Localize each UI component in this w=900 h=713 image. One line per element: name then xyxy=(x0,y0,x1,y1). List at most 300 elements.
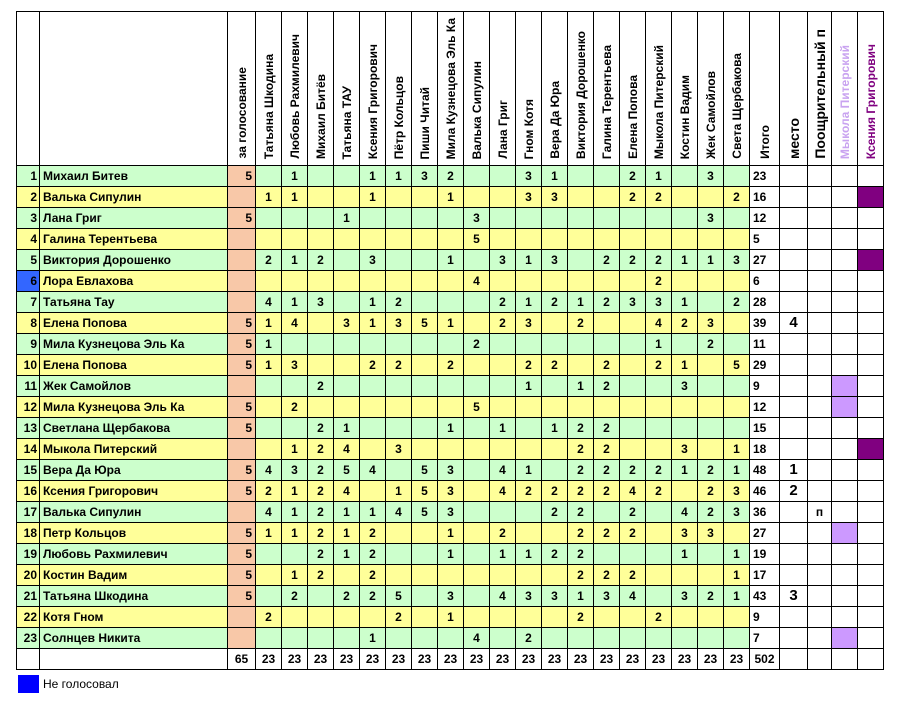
row-number: 15 xyxy=(17,460,40,481)
vote-cell: 3 xyxy=(516,586,542,607)
vote-cell xyxy=(360,208,386,229)
vote-cell xyxy=(542,523,568,544)
totals-num xyxy=(17,649,40,670)
vote-cell xyxy=(438,376,464,397)
vote-cell xyxy=(672,187,698,208)
golos-cell: 5 xyxy=(228,544,256,565)
extra1-cell xyxy=(832,355,858,376)
totals-name xyxy=(40,649,228,670)
vote-cell xyxy=(464,439,490,460)
vote-cell xyxy=(256,229,282,250)
row-number: 20 xyxy=(17,565,40,586)
vote-cell: 3 xyxy=(438,460,464,481)
vote-cell: 5 xyxy=(386,586,412,607)
vote-cell: 2 xyxy=(646,481,672,502)
vote-cell: 4 xyxy=(620,481,646,502)
extra1-cell xyxy=(832,187,858,208)
golos-cell xyxy=(228,292,256,313)
table-row xyxy=(17,565,884,586)
vote-cell: 1 xyxy=(334,544,360,565)
voter-label: Вера Да Юра xyxy=(547,81,562,159)
vote-cell xyxy=(620,355,646,376)
extra2-cell xyxy=(858,523,884,544)
vote-cell: 4 xyxy=(386,502,412,523)
vote-cell: 2 xyxy=(646,607,672,628)
vote-cell: 3 xyxy=(386,439,412,460)
vote-cell: 5 xyxy=(412,502,438,523)
row-number: 17 xyxy=(17,502,40,523)
vote-cell xyxy=(646,586,672,607)
vote-cell xyxy=(516,418,542,439)
vote-cell xyxy=(620,271,646,292)
vote-cell xyxy=(490,502,516,523)
vote-cell xyxy=(334,355,360,376)
vote-cell xyxy=(698,439,724,460)
vote-cell xyxy=(386,460,412,481)
vote-cell xyxy=(594,229,620,250)
participant-name: Татьяна Шкодина xyxy=(40,586,228,607)
vote-cell xyxy=(620,313,646,334)
vote-cell: 2 xyxy=(308,376,334,397)
vote-cell: 2 xyxy=(308,460,334,481)
vote-cell xyxy=(308,334,334,355)
vote-cell xyxy=(360,397,386,418)
vote-cell xyxy=(464,376,490,397)
vote-cell: 2 xyxy=(308,439,334,460)
vote-cell: 2 xyxy=(672,313,698,334)
vote-cell xyxy=(620,208,646,229)
participant-name: Котя Гном xyxy=(40,607,228,628)
vote-cell: 2 xyxy=(620,250,646,271)
vote-cell xyxy=(542,628,568,649)
totals-vote: 23 xyxy=(464,649,490,670)
vote-cell: 3 xyxy=(308,292,334,313)
vote-cell: 5 xyxy=(464,229,490,250)
vote-cell xyxy=(308,166,334,187)
vote-cell xyxy=(334,397,360,418)
vote-cell xyxy=(698,418,724,439)
poosh-cell xyxy=(808,187,832,208)
participant-name: Елена Попова xyxy=(40,313,228,334)
vote-cell: 2 xyxy=(386,607,412,628)
vote-cell xyxy=(646,418,672,439)
extra2-cell xyxy=(858,502,884,523)
vote-cell xyxy=(464,544,490,565)
vote-cell: 1 xyxy=(282,187,308,208)
vote-cell xyxy=(646,439,672,460)
vote-cell xyxy=(672,481,698,502)
itogo-cell: 9 xyxy=(750,376,780,397)
table-row xyxy=(17,355,884,376)
vote-cell xyxy=(308,208,334,229)
extra2-cell xyxy=(858,355,884,376)
voter-label: Лана Григ xyxy=(495,100,510,159)
mesto-cell xyxy=(780,439,808,460)
itogo-cell: 27 xyxy=(750,250,780,271)
vote-cell: 1 xyxy=(360,313,386,334)
vote-cell: 2 xyxy=(698,334,724,355)
vote-cell: 2 xyxy=(724,292,750,313)
vote-cell xyxy=(282,418,308,439)
vote-cell xyxy=(542,460,568,481)
vote-cell: 1 xyxy=(256,187,282,208)
golos-cell xyxy=(228,607,256,628)
vote-cell xyxy=(386,418,412,439)
vote-cell: 4 xyxy=(672,502,698,523)
totals-vote: 23 xyxy=(672,649,698,670)
table-row xyxy=(17,502,884,523)
header-voter xyxy=(698,12,724,166)
poosh-cell: п xyxy=(808,502,832,523)
vote-cell: 2 xyxy=(568,439,594,460)
vote-cell xyxy=(412,565,438,586)
header-voter xyxy=(568,12,594,166)
poosh-cell xyxy=(808,166,832,187)
mesto-cell xyxy=(780,565,808,586)
header-voter xyxy=(256,12,282,166)
totals-vote: 23 xyxy=(282,649,308,670)
vote-cell xyxy=(256,208,282,229)
vote-cell xyxy=(256,166,282,187)
poosh-cell xyxy=(808,271,832,292)
row-number: 16 xyxy=(17,481,40,502)
vote-cell: 1 xyxy=(386,481,412,502)
vote-cell: 2 xyxy=(542,544,568,565)
itogo-cell: 43 xyxy=(750,586,780,607)
vote-cell xyxy=(438,628,464,649)
header-voter xyxy=(334,12,360,166)
poosh-cell xyxy=(808,418,832,439)
extra1-cell xyxy=(832,607,858,628)
vote-cell: 2 xyxy=(620,502,646,523)
vote-cell: 5 xyxy=(412,481,438,502)
vote-cell xyxy=(724,376,750,397)
vote-cell: 2 xyxy=(620,187,646,208)
vote-cell xyxy=(334,607,360,628)
vote-cell: 4 xyxy=(334,481,360,502)
vote-cell: 1 xyxy=(438,523,464,544)
vote-cell: 5 xyxy=(334,460,360,481)
vote-cell: 2 xyxy=(360,586,386,607)
extra2-cell xyxy=(858,229,884,250)
voter-label: Валька Сипулин xyxy=(469,60,484,159)
vote-cell: 3 xyxy=(282,355,308,376)
vote-cell: 1 xyxy=(672,355,698,376)
vote-cell xyxy=(542,334,568,355)
poosh-cell xyxy=(808,481,832,502)
itogo-cell: 12 xyxy=(750,208,780,229)
mesto-cell: 2 xyxy=(780,481,808,502)
vote-cell xyxy=(490,229,516,250)
vote-cell xyxy=(594,187,620,208)
vote-cell xyxy=(698,628,724,649)
golos-cell: 5 xyxy=(228,586,256,607)
vote-cell: 3 xyxy=(386,313,412,334)
golos-cell: 5 xyxy=(228,166,256,187)
poosh-cell xyxy=(808,208,832,229)
vote-cell: 2 xyxy=(594,355,620,376)
vote-cell: 1 xyxy=(646,166,672,187)
vote-cell xyxy=(412,376,438,397)
vote-cell xyxy=(594,628,620,649)
vote-cell: 1 xyxy=(516,460,542,481)
totals-vote: 23 xyxy=(490,649,516,670)
vote-cell: 2 xyxy=(256,250,282,271)
extra2-cell xyxy=(858,313,884,334)
vote-cell xyxy=(386,187,412,208)
mesto-cell xyxy=(780,355,808,376)
vote-cell: 2 xyxy=(594,481,620,502)
table-row xyxy=(17,334,884,355)
vote-cell: 1 xyxy=(672,460,698,481)
itogo-label: Итого xyxy=(757,125,772,159)
row-number: 13 xyxy=(17,418,40,439)
header-golos-label: за голосование xyxy=(234,67,249,159)
mesto-cell xyxy=(780,502,808,523)
table-row xyxy=(17,460,884,481)
vote-cell xyxy=(412,544,438,565)
golos-cell xyxy=(228,250,256,271)
extra2-cell xyxy=(858,187,884,208)
totals-vote: 23 xyxy=(646,649,672,670)
vote-cell xyxy=(438,397,464,418)
vote-cell: 2 xyxy=(256,607,282,628)
header-poosh xyxy=(808,12,832,166)
vote-cell: 3 xyxy=(724,502,750,523)
poosh-cell xyxy=(808,607,832,628)
vote-cell: 1 xyxy=(334,502,360,523)
vote-cell: 2 xyxy=(568,607,594,628)
vote-cell: 1 xyxy=(516,544,542,565)
vote-cell xyxy=(464,187,490,208)
vote-cell: 2 xyxy=(360,355,386,376)
itogo-cell: 5 xyxy=(750,229,780,250)
extra2-cell xyxy=(858,565,884,586)
vote-cell xyxy=(464,607,490,628)
extra2-cell xyxy=(858,481,884,502)
vote-cell xyxy=(490,355,516,376)
extra1-cell xyxy=(832,208,858,229)
vote-cell: 2 xyxy=(646,250,672,271)
vote-cell xyxy=(672,271,698,292)
participant-name: Галина Терентьева xyxy=(40,229,228,250)
vote-cell: 1 xyxy=(724,565,750,586)
voter-label: Виктория Дорошенко xyxy=(573,31,588,159)
vote-cell: 3 xyxy=(516,166,542,187)
vote-cell xyxy=(308,313,334,334)
vote-cell xyxy=(256,439,282,460)
vote-cell: 1 xyxy=(282,523,308,544)
vote-cell xyxy=(360,271,386,292)
vote-cell xyxy=(282,271,308,292)
vote-cell xyxy=(620,229,646,250)
vote-cell xyxy=(464,502,490,523)
vote-cell xyxy=(386,397,412,418)
participant-name: Валька Сипулин xyxy=(40,187,228,208)
vote-cell: 2 xyxy=(542,481,568,502)
totals-vote: 23 xyxy=(308,649,334,670)
header-voter xyxy=(360,12,386,166)
extra2-cell xyxy=(858,334,884,355)
participant-name: Мыкола Питерский xyxy=(40,439,228,460)
totals-vote: 23 xyxy=(542,649,568,670)
extra2-cell xyxy=(858,376,884,397)
mesto-cell xyxy=(780,250,808,271)
header-golos xyxy=(228,12,256,166)
vote-cell xyxy=(568,355,594,376)
vote-cell: 2 xyxy=(490,292,516,313)
table-row xyxy=(17,544,884,565)
vote-cell: 2 xyxy=(568,418,594,439)
vote-cell: 2 xyxy=(568,523,594,544)
vote-cell xyxy=(724,607,750,628)
extra2-cell xyxy=(858,460,884,481)
row-number: 12 xyxy=(17,397,40,418)
vote-cell: 1 xyxy=(490,544,516,565)
vote-cell: 2 xyxy=(620,166,646,187)
extra1-cell xyxy=(832,334,858,355)
vote-cell xyxy=(724,229,750,250)
vote-cell xyxy=(256,544,282,565)
poosh-cell xyxy=(808,586,832,607)
vote-cell xyxy=(594,208,620,229)
vote-cell: 3 xyxy=(724,250,750,271)
extra1-cell xyxy=(832,397,858,418)
vote-cell: 1 xyxy=(282,565,308,586)
vote-cell: 3 xyxy=(464,208,490,229)
vote-cell: 2 xyxy=(360,565,386,586)
extra2-label: Ксения Григорович xyxy=(863,43,878,159)
extra1-cell xyxy=(832,418,858,439)
vote-cell: 1 xyxy=(282,250,308,271)
vote-cell: 2 xyxy=(516,628,542,649)
mesto-cell xyxy=(780,523,808,544)
vote-cell: 2 xyxy=(334,586,360,607)
vote-cell xyxy=(594,166,620,187)
vote-cell xyxy=(334,250,360,271)
vote-cell: 2 xyxy=(308,418,334,439)
vote-cell: 1 xyxy=(438,607,464,628)
vote-cell: 3 xyxy=(438,502,464,523)
vote-cell xyxy=(438,208,464,229)
extra1-cell xyxy=(832,376,858,397)
table-row xyxy=(17,271,884,292)
vote-cell: 5 xyxy=(412,460,438,481)
extra2-cell xyxy=(858,271,884,292)
totals-vote: 23 xyxy=(620,649,646,670)
row-number: 10 xyxy=(17,355,40,376)
vote-cell xyxy=(490,376,516,397)
vote-cell: 3 xyxy=(672,439,698,460)
vote-cell: 4 xyxy=(256,292,282,313)
vote-cell xyxy=(672,418,698,439)
extra2-cell xyxy=(858,607,884,628)
vote-cell xyxy=(516,334,542,355)
header-extra1 xyxy=(832,12,858,166)
table-row xyxy=(17,292,884,313)
participant-name: Мила Кузнецова Эль Ка xyxy=(40,334,228,355)
vote-cell: 2 xyxy=(360,544,386,565)
golos-cell xyxy=(228,229,256,250)
vote-cell: 1 xyxy=(360,292,386,313)
vote-cell: 3 xyxy=(698,166,724,187)
vote-cell: 1 xyxy=(516,376,542,397)
vote-cell: 1 xyxy=(334,418,360,439)
mesto-cell: 4 xyxy=(780,313,808,334)
header-voter xyxy=(542,12,568,166)
header-voter xyxy=(594,12,620,166)
totals-blank xyxy=(858,649,884,670)
vote-cell: 2 xyxy=(594,439,620,460)
vote-cell: 1 xyxy=(438,313,464,334)
vote-cell: 1 xyxy=(360,502,386,523)
vote-cell: 3 xyxy=(516,187,542,208)
vote-cell xyxy=(334,271,360,292)
vote-cell xyxy=(360,334,386,355)
vote-cell xyxy=(464,292,490,313)
vote-cell: 1 xyxy=(490,418,516,439)
vote-cell xyxy=(490,166,516,187)
vote-cell xyxy=(672,607,698,628)
itogo-cell: 19 xyxy=(750,544,780,565)
vote-cell xyxy=(594,397,620,418)
vote-cell xyxy=(568,628,594,649)
vote-cell: 3 xyxy=(438,586,464,607)
vote-cell: 2 xyxy=(464,334,490,355)
row-number: 4 xyxy=(17,229,40,250)
vote-cell xyxy=(360,439,386,460)
vote-cell xyxy=(412,586,438,607)
vote-cell xyxy=(490,607,516,628)
vote-cell xyxy=(724,418,750,439)
vote-cell xyxy=(568,271,594,292)
vote-cell: 3 xyxy=(542,250,568,271)
vote-cell: 4 xyxy=(282,313,308,334)
totals-vote: 23 xyxy=(256,649,282,670)
vote-cell xyxy=(334,292,360,313)
golos-cell: 5 xyxy=(228,313,256,334)
mesto-cell xyxy=(780,334,808,355)
participant-name: Солнцев Никита xyxy=(40,628,228,649)
vote-cell: 3 xyxy=(620,292,646,313)
golos-cell xyxy=(228,187,256,208)
golos-cell: 5 xyxy=(228,418,256,439)
vote-cell xyxy=(334,376,360,397)
golos-cell: 5 xyxy=(228,334,256,355)
voter-label: Татьяна Шкодина xyxy=(261,53,276,159)
vote-cell xyxy=(412,607,438,628)
vote-cell: 3 xyxy=(438,481,464,502)
extra1-cell xyxy=(832,166,858,187)
vote-cell xyxy=(490,187,516,208)
vote-cell: 2 xyxy=(594,292,620,313)
vote-cell xyxy=(620,418,646,439)
vote-cell xyxy=(516,397,542,418)
vote-cell xyxy=(516,523,542,544)
vote-cell: 1 xyxy=(724,586,750,607)
vote-cell xyxy=(594,313,620,334)
poosh-cell xyxy=(808,397,832,418)
vote-cell xyxy=(412,208,438,229)
golos-cell: 5 xyxy=(228,208,256,229)
table-row xyxy=(17,418,884,439)
vote-cell xyxy=(698,376,724,397)
vote-cell xyxy=(490,271,516,292)
vote-cell: 2 xyxy=(360,523,386,544)
row-number: 8 xyxy=(17,313,40,334)
vote-cell: 5 xyxy=(724,355,750,376)
vote-cell xyxy=(542,376,568,397)
